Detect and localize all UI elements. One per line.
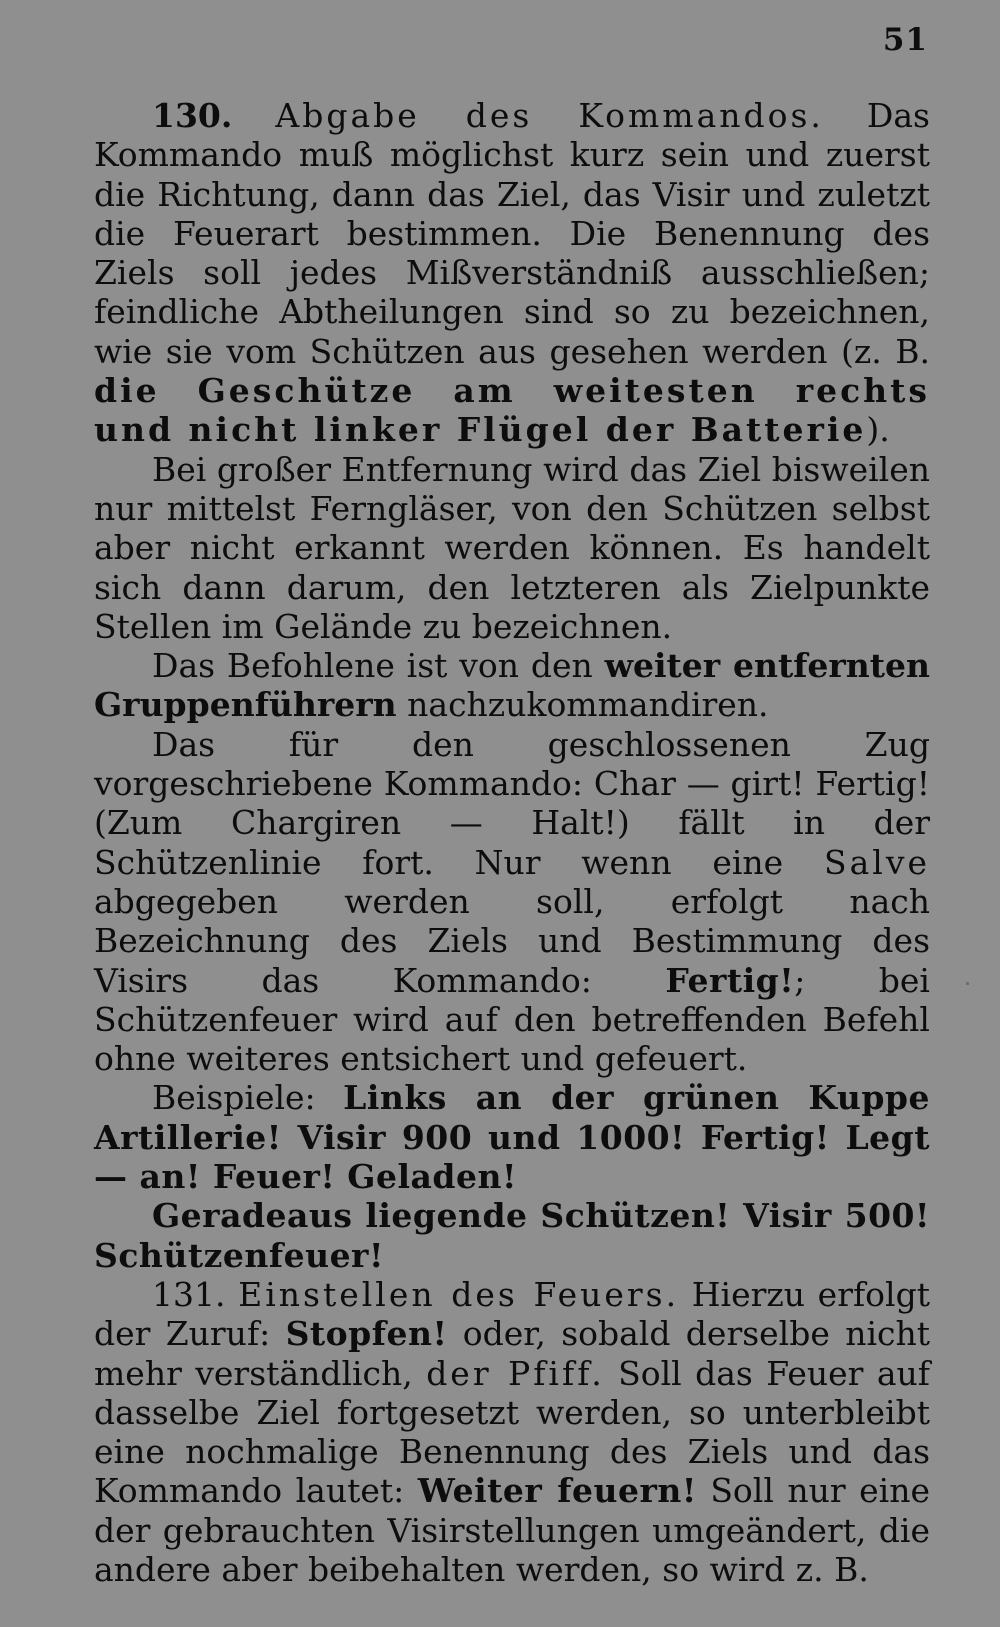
section-131-pfiff: der Pfiff. xyxy=(426,1353,605,1393)
section-131-command-stopfen: Stopfen! xyxy=(285,1314,448,1354)
section-130-paragraph-6 xyxy=(94,1196,930,1275)
section-131-text-1c: Soll das Feuer auf dasselbe Ziel fortgesetzt werden, so unterbleibt eine nochmalige Benennung des Ziels und das Kommando lautet: xyxy=(94,1353,930,1511)
section-130-text-4a: Das für den geschlossenen Zug vorgeschriebene Kommando: xyxy=(94,724,930,804)
section-130-salve: Salve xyxy=(823,842,930,882)
page-body xyxy=(94,96,930,1589)
section-130-text-3-bold: weiter entfernten Gruppenführern xyxy=(94,646,930,725)
section-130-command-fertig: Fertig! xyxy=(665,960,795,1000)
section-131-title: Einstellen des Feuers. xyxy=(238,1274,680,1314)
section-130-text-1: Das Kommando muß möglichst kurz sein und zuerst die Richtung, dann das Ziel, das Visir und zuletzt die Feuerart bestimmen. Die Benennung des Ziels soll jedes Mißverständniß ausschließen; feindliche Abtheilungen sind so zu bezeichnen, wie sie vom Schützen aus gesehen werden (z. B. xyxy=(94,96,930,371)
section-130-paragraph-3 xyxy=(94,646,930,725)
section-131-paragraph-1 xyxy=(94,1275,930,1589)
section-130-title: Abgabe des Kommandos. xyxy=(275,96,824,135)
scan-speck xyxy=(966,982,969,985)
section-130-paragraph-4 xyxy=(94,725,930,1079)
section-131-text-1a: Hierzu erfolgt der Zuruf: xyxy=(94,1274,930,1354)
section-130-text-1-end: ). xyxy=(866,410,890,450)
section-130-examples-label: Beispiele: xyxy=(152,1078,316,1118)
section-130-paragraph-5 xyxy=(94,1078,930,1196)
section-130-text-3b: nachzukommandiren. xyxy=(407,685,769,725)
section-130-text-4b: (Zum Chargiren — Halt!) fällt in der Schützenlinie fort. Nur wenn eine xyxy=(94,803,930,882)
section-131-text-1d: Soll nur eine der gebrauchten Visirstellungen umgeändert, die andere aber beibehalten werden, so wird z. B. xyxy=(94,1471,931,1589)
section-130-command-chargirt: Char — girt! Fertig! xyxy=(593,764,930,804)
section-130-example: die Geschütze am weitesten rechts und nicht linker Flügel der Batterie xyxy=(94,371,930,450)
page-number: 51 xyxy=(882,22,928,58)
section-130-number: 130. xyxy=(152,96,233,135)
section-131-command-weiter-feuern: Weiter feuern! xyxy=(417,1471,697,1511)
section-130-text-4d: ; bei Schützenfeuer wird auf den betreffenden Befehl ohne weiteres entsichert und gefeuert. xyxy=(94,960,930,1079)
section-130-text-4c: abgegeben werden soll, erfolgt nach Bezeichnung des Ziels und Bestimmung des Visirs das Kommando: xyxy=(94,881,930,1000)
section-130-paragraph-1 xyxy=(94,96,930,450)
section-130-text-2: Bei großer Entfernung wird das Ziel bisweilen nur mittelst Ferngläser, von den Schützen selbst aber nicht erkannt werden können. Es handelt sich dann darum, den letzteren als Zielpunkte Stellen im Gelände zu bezeichnen. xyxy=(94,449,930,646)
section-130-paragraph-2 xyxy=(94,450,930,646)
section-131-number: 131. xyxy=(152,1274,226,1314)
section-130-example-command-1: Links an der grünen Kuppe Artillerie! Visir 900 und 1000! Fertig! Legt — an! Feuer! Geladen! xyxy=(94,1078,930,1197)
section-130-text-3a: Das Befohlene ist von den xyxy=(152,646,593,686)
section-131-text-1b: oder, sobald derselbe nicht mehr verständlich, xyxy=(94,1314,930,1393)
section-130-example-command-2: Geradeaus liegende Schützen! Visir 500! Schützenfeuer! xyxy=(94,1196,930,1275)
